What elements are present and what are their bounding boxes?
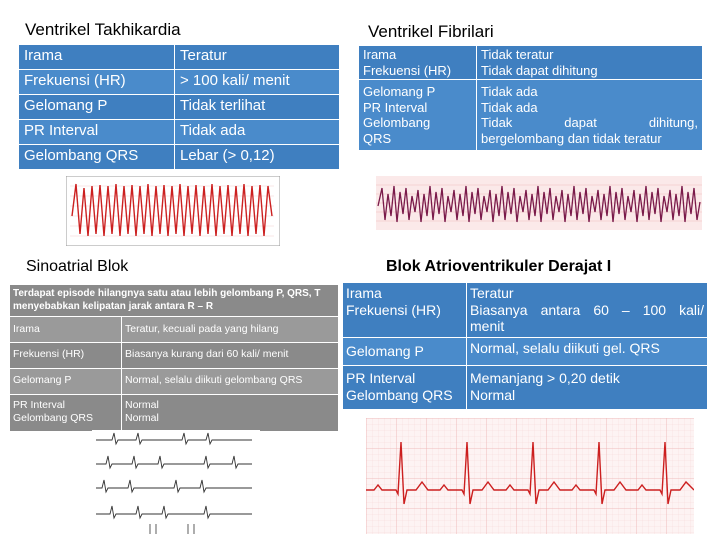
sa-value xyxy=(122,395,339,432)
vf-value xyxy=(477,46,703,80)
vf-value-line: Tidak ada xyxy=(481,84,538,99)
sa-label: Gelomang P xyxy=(10,369,122,395)
ecg-grid xyxy=(366,418,694,534)
sa-value-line: Normal xyxy=(125,399,159,411)
table-row xyxy=(359,80,703,151)
vf-label-line: Frekuensi (HR) xyxy=(363,62,452,78)
vf-ecg-strip xyxy=(376,176,702,230)
av-value-line: Teratur xyxy=(470,285,514,301)
table-row xyxy=(19,70,340,95)
vf-label xyxy=(359,46,477,80)
vt-value: Teratur xyxy=(175,45,340,70)
sa-label-line: Gelombang QRS xyxy=(13,412,93,424)
vf-value-line: bergelombang dan tidak teratur xyxy=(481,130,662,146)
vt-label: Gelombang QRS xyxy=(19,145,175,170)
vf-value-line: Tidak dapat dihitung xyxy=(481,62,598,78)
table-row xyxy=(343,366,708,410)
sa-label-line: PR Interval xyxy=(13,399,65,411)
vf-title: Ventrikel Fibrilari xyxy=(368,22,494,41)
vf-value xyxy=(477,80,703,151)
av-label: Gelomang P xyxy=(343,337,467,366)
table-row xyxy=(19,120,340,145)
table-row xyxy=(10,395,339,432)
sa-value: Biasanya kurang dari 60 kali/ menit xyxy=(122,343,339,369)
vt-title: Ventrikel Takhikardia xyxy=(25,20,181,39)
vf-table xyxy=(358,45,703,151)
sa-title: Sinoatrial Blok xyxy=(26,258,129,275)
av-label-line: PR Interval xyxy=(346,370,416,386)
sa-note: Terdapat episode hilangnya satu atau lebih gelombang P, QRS, T menyebabkan kelipatan jarak antara R – R xyxy=(10,285,339,317)
av-label xyxy=(343,366,467,410)
vt-value: > 100 kali/ menit xyxy=(175,70,340,95)
vf-label xyxy=(359,80,477,151)
av-value-line: Biasanya antara 60 – 100 kali/ xyxy=(470,301,704,318)
av-value xyxy=(467,366,708,410)
av-label xyxy=(343,283,467,338)
av-value-line: menit xyxy=(470,318,505,334)
sa-value: Teratur, kecuali pada yang hilang xyxy=(122,317,339,343)
av-value-line: Normal xyxy=(470,386,516,403)
table-row xyxy=(19,145,340,170)
vf-label-line: Irama xyxy=(363,47,397,62)
vf-label-line: PR Interval xyxy=(363,99,428,115)
sa-ecg-strips xyxy=(92,430,260,538)
vf-label-line: Gelomang P xyxy=(363,84,436,99)
vt-label: Irama xyxy=(19,45,175,70)
av-table xyxy=(342,282,708,410)
table-row xyxy=(359,46,703,80)
table-row xyxy=(343,283,708,338)
vt-value: Lebar (> 0,12) xyxy=(175,145,340,170)
av-value xyxy=(467,283,708,338)
av-label-line: Gelombang QRS xyxy=(346,386,453,403)
table-row xyxy=(10,285,339,317)
av-value-line: Memanjang > 0,20 detik xyxy=(470,370,620,386)
table-row xyxy=(19,45,340,70)
vf-value-line: Tidak dapat dihitung, xyxy=(481,115,698,130)
vt-value: Tidak terlihat xyxy=(175,95,340,120)
av-label-line: Frekuensi (HR) xyxy=(346,301,441,318)
av-ecg-strip xyxy=(366,418,694,534)
av-value: Normal, selalu diikuti gel. QRS xyxy=(467,337,708,366)
table-row xyxy=(10,369,339,395)
vf-value-line: Tidak ada xyxy=(481,99,538,115)
sa-value-line: Normal xyxy=(125,412,159,424)
vt-label: Gelomang P xyxy=(19,95,175,120)
table-row xyxy=(19,95,340,120)
sa-value: Normal, selalu diikuti gelombang QRS xyxy=(122,369,339,395)
vf-value-line: Tidak teratur xyxy=(481,47,554,62)
av-label-line: Irama xyxy=(346,285,382,301)
table-row xyxy=(10,343,339,369)
vt-label: PR Interval xyxy=(19,120,175,145)
vf-label-line: Gelombang xyxy=(363,115,431,130)
vt-value: Tidak ada xyxy=(175,120,340,145)
table-row xyxy=(10,317,339,343)
vf-label-line: QRS xyxy=(363,130,392,146)
table-row xyxy=(343,337,708,366)
vt-label: Frekuensi (HR) xyxy=(19,70,175,95)
sa-label: Irama xyxy=(10,317,122,343)
sa-table xyxy=(9,284,339,432)
vt-ecg-strip xyxy=(66,176,280,246)
vt-table xyxy=(18,44,340,170)
sa-label: Frekuensi (HR) xyxy=(10,343,122,369)
sa-label xyxy=(10,395,122,432)
av-title: Blok Atrioventrikuler Derajat I xyxy=(386,258,612,275)
